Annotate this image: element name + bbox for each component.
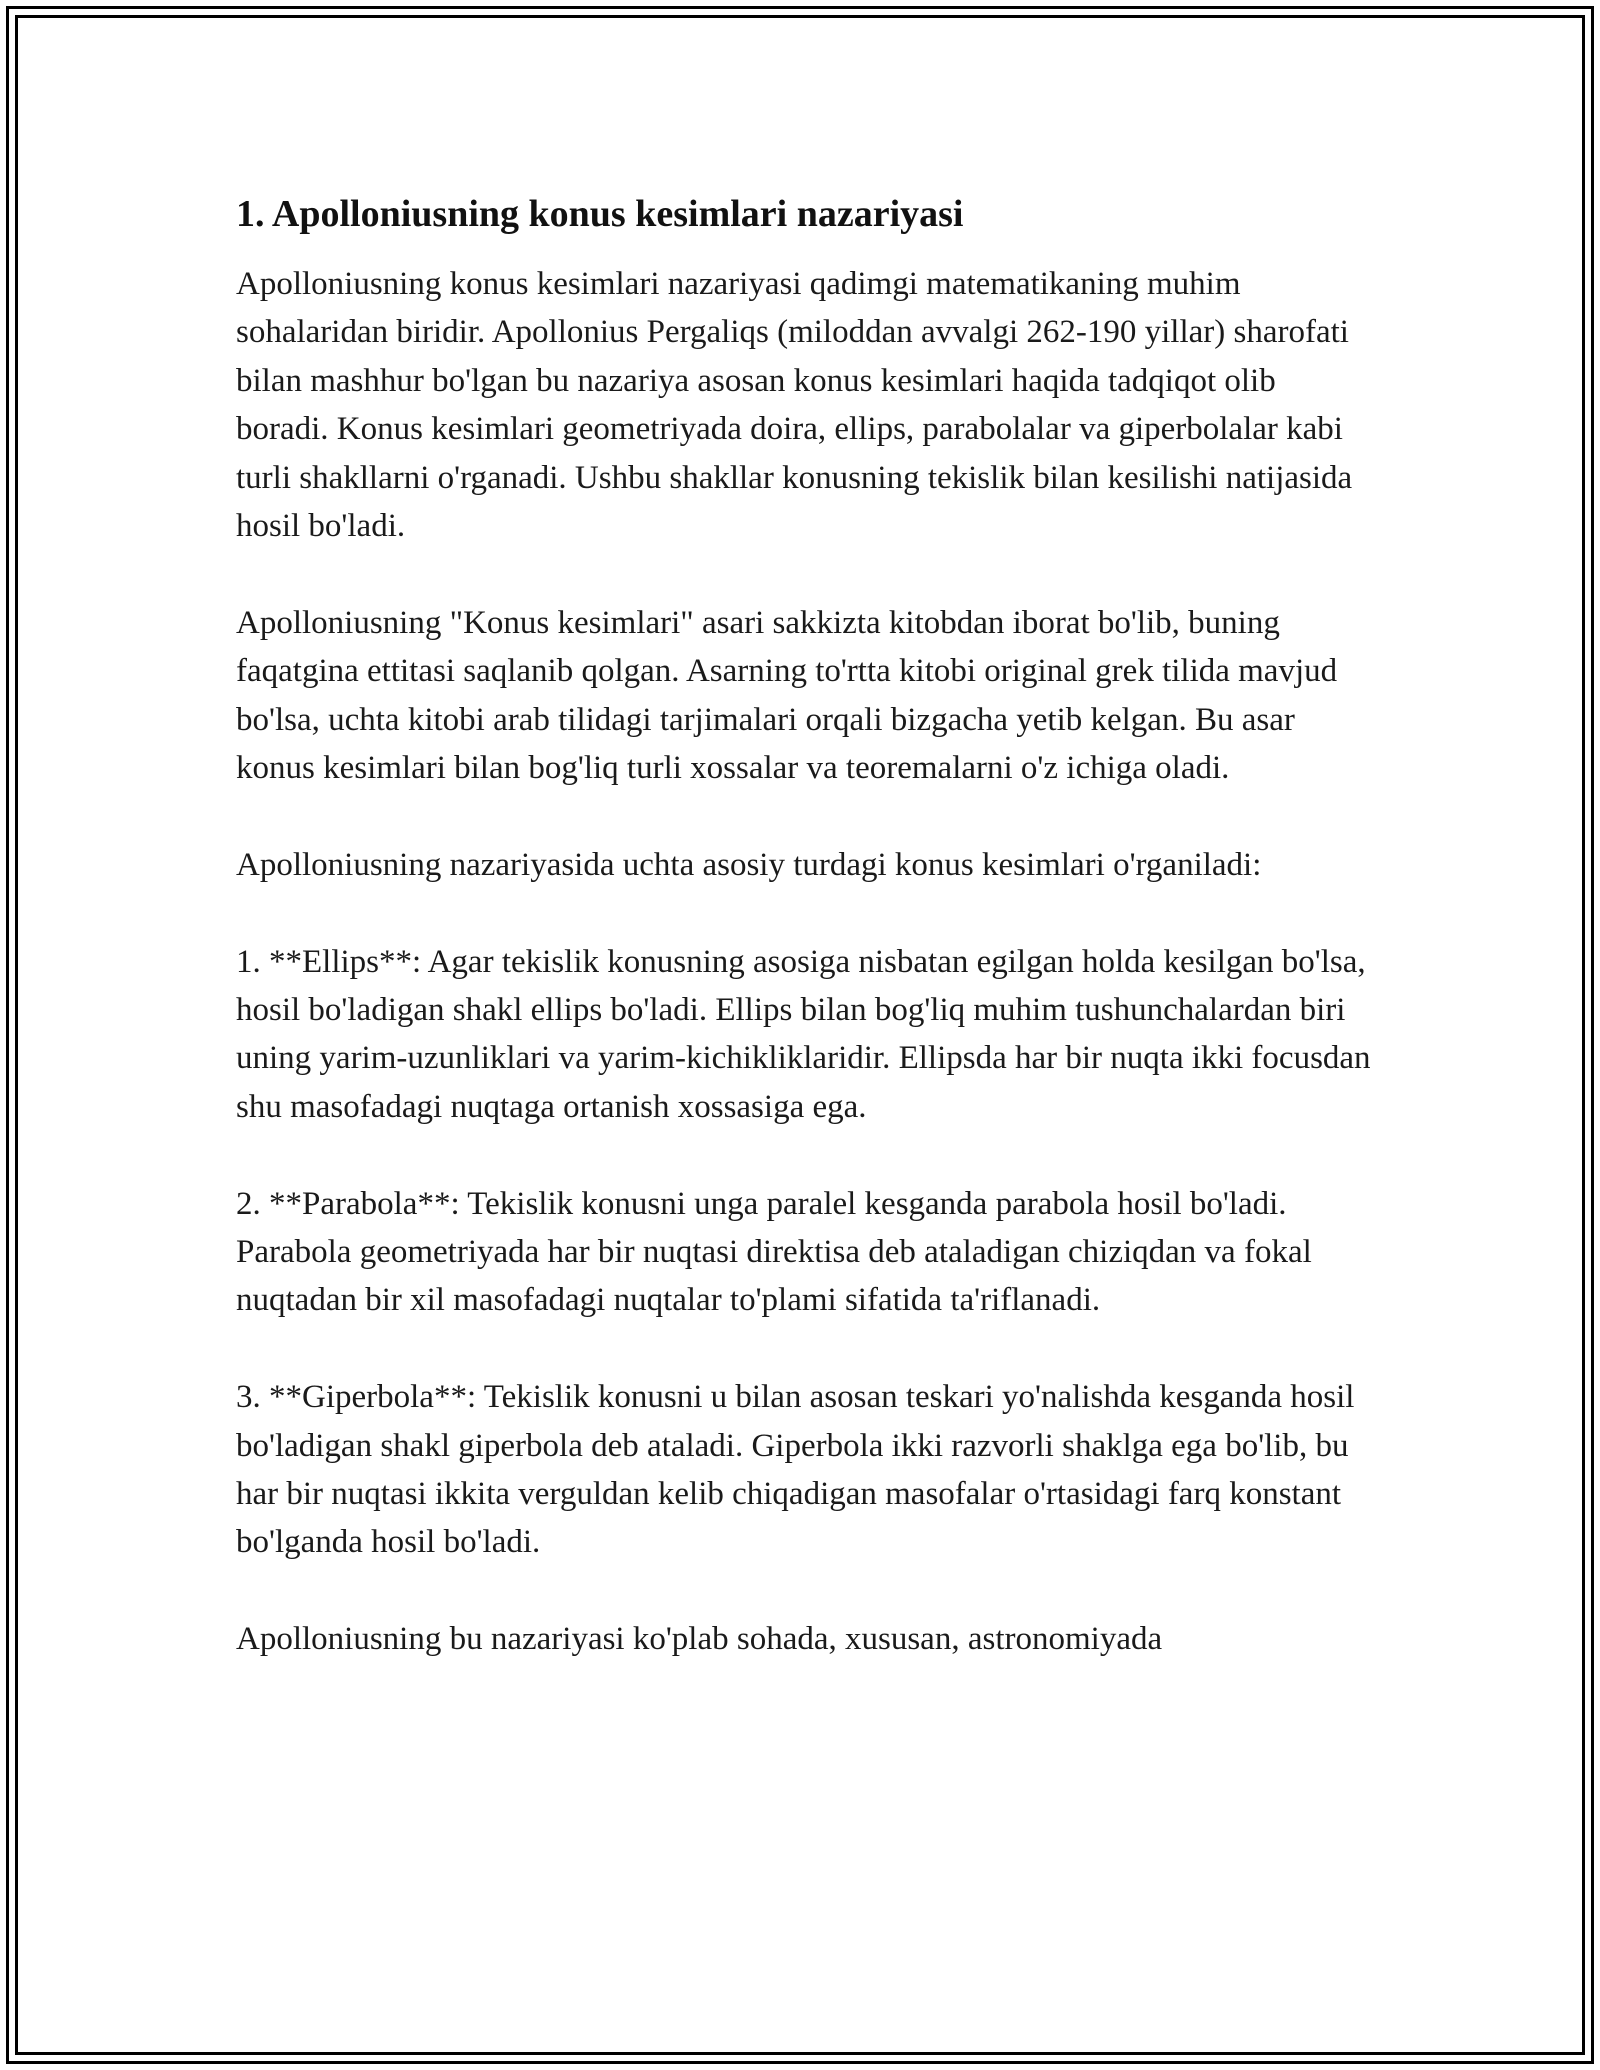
paragraph-types-intro: Apolloniusning nazariyasida uchta asosiy turdagi konus kesimlari o'rganiladi: [236, 846, 1262, 883]
paragraph-books: Apolloniusning "Konus kesimlari" asari sakkizta kitobdan iborat bo'lib, buning faqatgina ettitasi saqlanib qolgan. Asarning to'rtta kitobi original grek tilida mavjud bo'lsa, uchta kitobi arab tilidagi tarjimalari orqali bizgacha yetib kelgan. Bu asar konus kesimlari bilan bog'liq turli xossalar va teoremalarni o'z ichiga oladi. [236, 604, 1338, 787]
paragraph-hyperbola: 3. **Giperbola**: Tekislik konusni u bilan asosan teskari yo'nalishda kesganda hosil bo'ladigan shakl giperbola deb ataladi. Giperbola ikki razvorli shaklga ega bo'lib, bu har bir nuqtasi ikkita verguldan kelib chiqadigan masofalar o'rtasidagi farq konstant bo'lganda hosil bo'ladi. [236, 1379, 1355, 1561]
paragraph-applications: Apolloniusning bu nazariyasi ko'plab sohada, xususan, astronomiyada [236, 1621, 1163, 1658]
paragraph-ellipse: 1. **Ellips**: Agar tekislik konusning asosiga nisbatan egilgan holda kesilgan bo'lsa, hosil bo'ladigan shakl ellips bo'ladi. Ellips bilan bog'liq muhim tushunchalardan biri uning yarim-uzunliklari va yarim-kichikliklaridir. Ellipsda har bir nuqta ikki focusdan shu masofadagi nuqtaga ortanish xossasiga ega. [236, 943, 1371, 1125]
paragraph-parabola: 2. **Parabola**: Tekislik konusni unga paralel kesganda parabola hosil bo'ladi. Parabola geometriyada har bir nuqtasi direktisa deb ataladigan chiziqdan va fokal nuqtadan bir xil masofadagi nuqtalar to'plami sifatida ta'riflanadi. [236, 1185, 1312, 1319]
document-title: 1. Apolloniusning konus kesimlari nazariyasi [236, 193, 964, 235]
document-body [236, 190, 1376, 1664]
paragraph-intro: Apolloniusning konus kesimlari nazariyasi qadimgi matematikaning muhim sohalaridan biridir. Apollonius Pergaliqs (miloddan avvalgi 262-190 yillar) sharofati bilan mashhur bo'lgan bu nazariya asosan konus kesimlari haqida tadqiqot olib boradi. Konus kesimlari geometriyada doira, ellips, parabolalar va giperbolalar kabi turli shakllarni o'rganadi. Ushbu shakllar konusning tekislik bilan kesilishi natijasida hosil bo'ladi. [236, 266, 1353, 545]
